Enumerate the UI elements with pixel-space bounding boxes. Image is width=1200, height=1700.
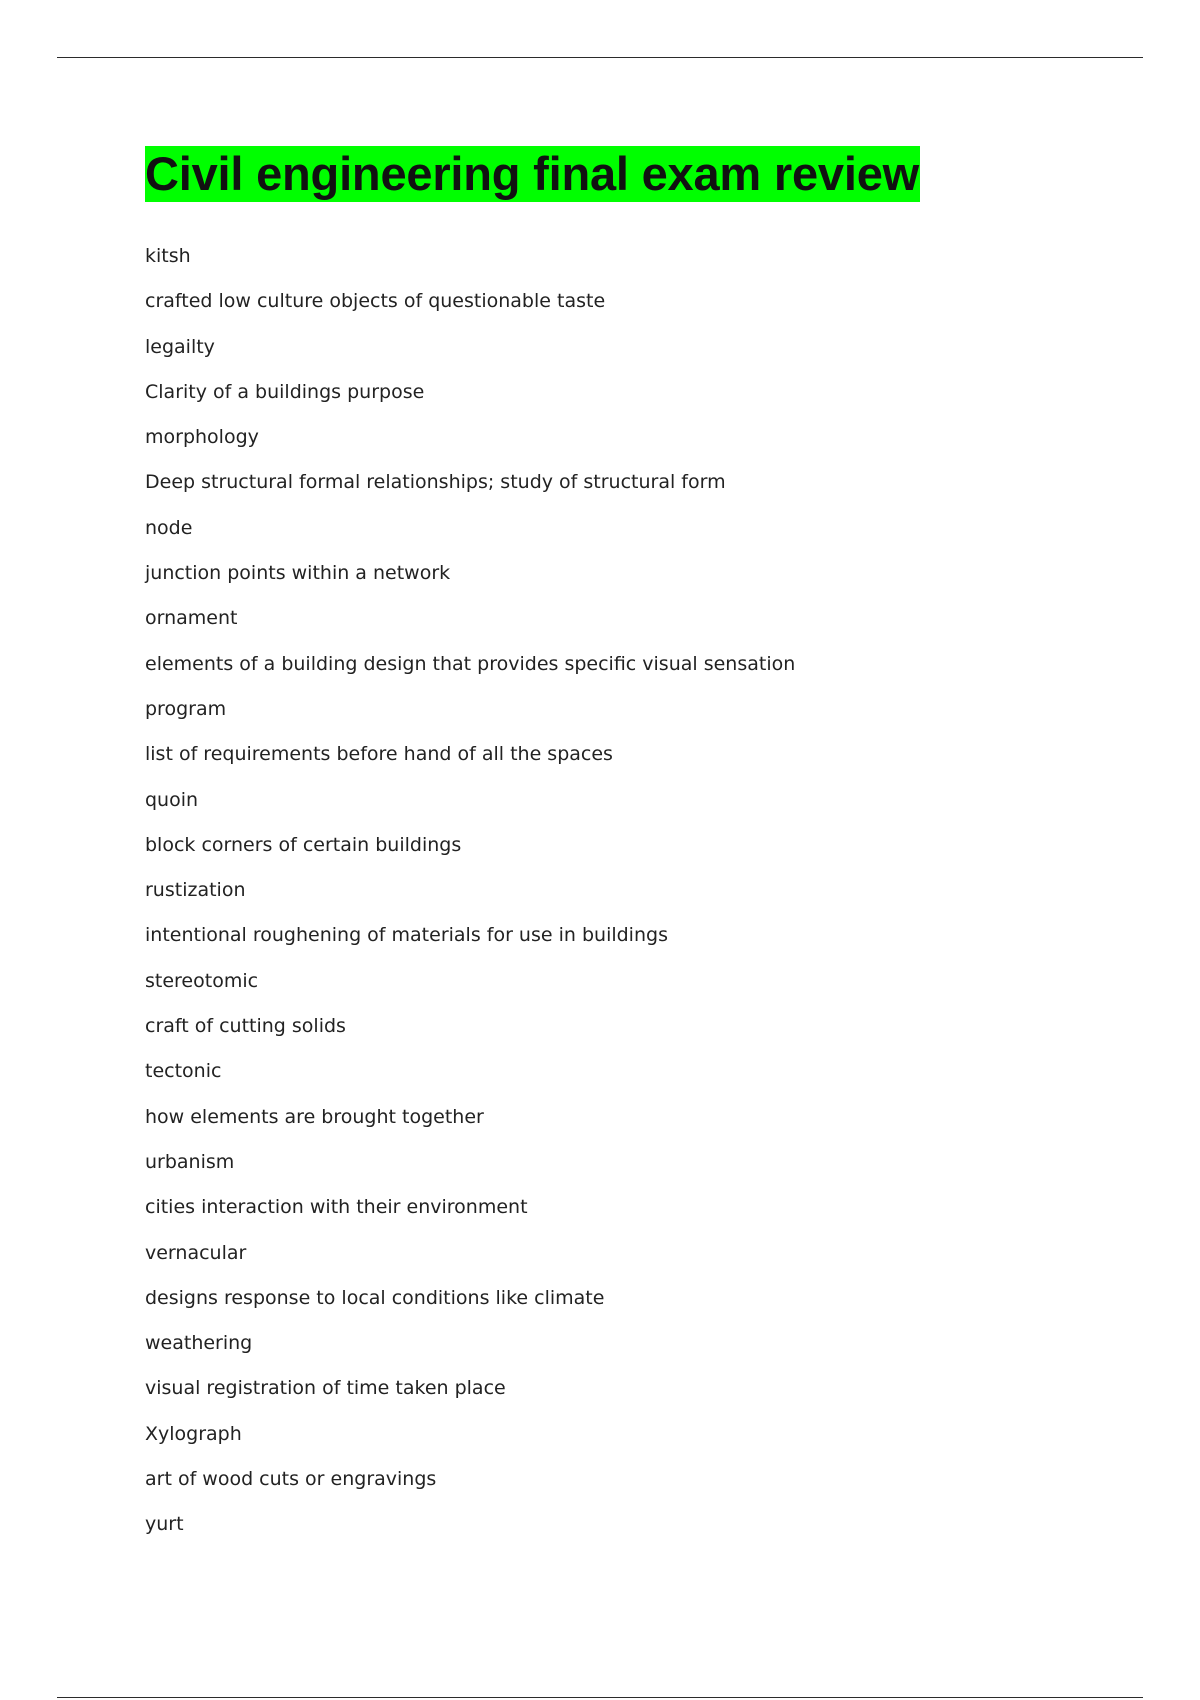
term: stereotomic xyxy=(145,969,259,992)
title-block xyxy=(145,146,920,202)
term: tectonic xyxy=(145,1060,222,1083)
definition: Deep structural formal relationships; study of structural form xyxy=(145,471,726,494)
definition: cities interaction with their environment xyxy=(145,1196,528,1219)
definition: visual registration of time taken place xyxy=(145,1377,506,1400)
term: morphology xyxy=(145,426,259,449)
term: rustization xyxy=(145,879,246,902)
page-title: Civil engineering final exam review xyxy=(145,147,920,200)
definition: junction points within a network xyxy=(145,562,451,585)
term: yurt xyxy=(145,1513,184,1536)
term-list xyxy=(145,243,795,1557)
definition: art of wood cuts or engravings xyxy=(145,1468,437,1491)
term: program xyxy=(145,697,227,720)
term: ornament xyxy=(145,607,238,630)
definition: how elements are brought together xyxy=(145,1105,484,1128)
term: urbanism xyxy=(145,1150,235,1173)
term: vernacular xyxy=(145,1241,247,1264)
definition: elements of a building design that provides specific visual sensation xyxy=(145,652,796,675)
term: node xyxy=(145,516,193,539)
term: Xylograph xyxy=(145,1422,242,1445)
definition: craft of cutting solids xyxy=(145,1015,346,1038)
term: legailty xyxy=(145,335,215,358)
header-rule xyxy=(57,57,1143,58)
definition: intentional roughening of materials for use in buildings xyxy=(145,924,668,947)
definition: Clarity of a buildings purpose xyxy=(145,380,425,403)
definition: block corners of certain buildings xyxy=(145,833,462,856)
definition: list of requirements before hand of all the spaces xyxy=(145,743,613,766)
footer-rule xyxy=(57,1697,1143,1698)
definition: crafted low culture objects of questionable taste xyxy=(145,290,606,313)
term: weathering xyxy=(145,1332,253,1355)
term: quoin xyxy=(145,788,199,811)
definition: designs response to local conditions like climate xyxy=(145,1286,605,1309)
term: kitsh xyxy=(145,245,191,267)
